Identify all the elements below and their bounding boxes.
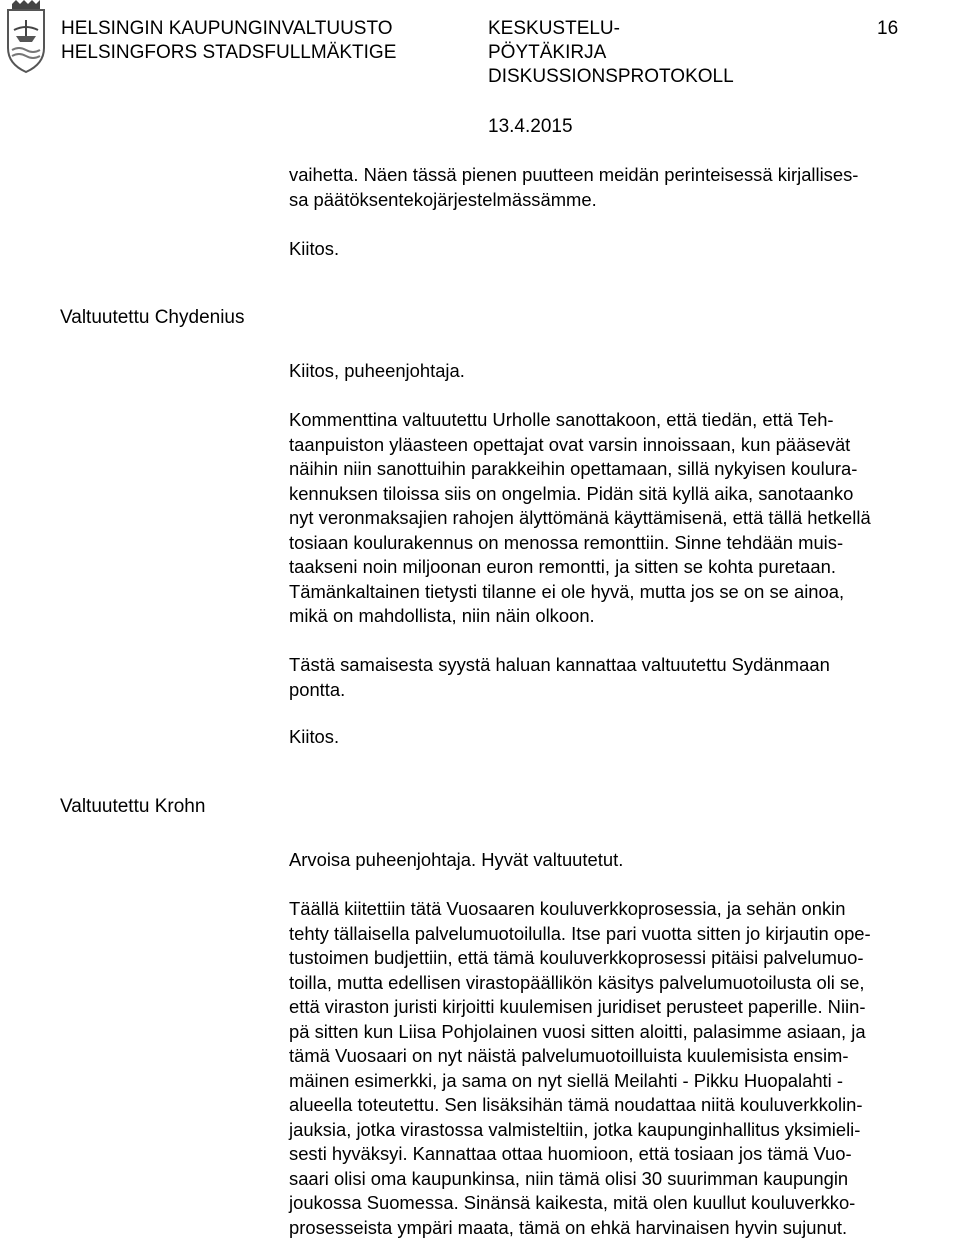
paragraph-thanks-1: Kiitos. (289, 238, 340, 259)
org-line-1: HELSINGIN KAUPUNGINVALTUUSTO (61, 18, 393, 39)
paragraph-greeting-1: Kiitos, puheenjohtaja. (289, 360, 465, 381)
document-date: 13.4.2015 (488, 116, 573, 137)
paragraph-support-motion: Tästä samaisesta syystä haluan kannattaa valtuutettu Sydänmaan pontta. (289, 654, 830, 700)
paragraph-thanks-2: Kiitos. (289, 726, 340, 747)
paragraph-continuation: vaihetta. Näen tässä pienen puutteen meidän perinteisessä kirjallises- sa päätöksentekojärjestelmässämme. (289, 164, 859, 210)
doctype-line-1: KESKUSTELU- (488, 18, 620, 39)
doctype-line-3: DISKUSSIONSPROTOKOLL (488, 66, 734, 87)
helsinki-crest-icon (2, 0, 50, 74)
speaker-name-krohn: Valtuutettu Krohn (60, 796, 206, 817)
doctype-line-2: PÖYTÄKIRJA (488, 42, 607, 63)
org-line-2: HELSINGFORS STADSFULLMÄKTIGE (61, 42, 397, 63)
paragraph-speech-krohn: Täällä kiitettiin tätä Vuosaaren kouluverkkoprosessia, ja sehän onkin tehty tällaisella palvelumuotoilulla. Itse pari vuotta sitten jo kirjautin ope- tustoimen budjettiin, että tämä kouluverkkoprosessi pitäisi palvelumuo- toilla, mutta edellisen virastopäällikön käsitys palvelumuotoilusta oli se, että viraston juristi kirjoitti kuulemisen juridiset perusteet paperille. Niin- pä sitten kun Liisa Pohjolainen vuosi sitten aloitti, palasimme asiaan, ja tämä Vuosaari on nyt näistä palvelumuotoilluista kuulemisista ensim- mäinen esimerkki, ja sama on nyt siellä Meilahti - Pikku Huopalahti - alueella toteutettu. Sen lisäksihän tämä noudattaa niitä kouluverkkolin- jauksia, jotka virastossa valmisteltiin, jotka kaupunginhallitus yksimieli- sesti hyväksyi. Kannattaa ottaa huomioon, että tosiaan jos tämä Vuo- saari olisi oma kaupunkinsa, niin tämä olisi 30 suurimman kaupungin joukossa Suomessa. Sinänsä kaikesta, mitä olen kuullut kouluverkko- prosesseista ympäri maata, tämä on ehkä harvinaisen hyvin sujunut. (289, 898, 871, 1238)
organization-name (61, 17, 396, 65)
speaker-name-chydenius: Valtuutettu Chydenius (60, 307, 245, 328)
document-type (488, 17, 734, 89)
page-header (0, 0, 960, 140)
paragraph-speech-chydenius: Kommenttina valtuutettu Urholle sanottakoon, että tiedän, että Teh- taanpuiston yläasteen opettajat ovat varsin innoissaan, kun pääsevät näihin niin sanottuihin parakkeihin opettamaan, sillä nykyisen koulura- kennuksen tiloissa siis on ongelmia. Pidän sitä kyllä aika, sanotaanko nyt veronmaksajien rahojen älyttömänä käyttämisenä, että tällä hetkellä tosiaan koulurakennus on menossa remonttiin. Sinne tehdään muis- taakseni noin miljoonan euron remontti, ja sitten se kohta puretaan. Tämänkaltainen tietysti tilanne ei ole hyvä, mutta jos se on se ainoa, mikä on mahdollista, niin näin olkoon. (289, 409, 871, 626)
paragraph-greeting-2: Arvoisa puheenjohtaja. Hyvät valtuutetut. (289, 849, 624, 870)
page-number: 16 (877, 18, 899, 39)
